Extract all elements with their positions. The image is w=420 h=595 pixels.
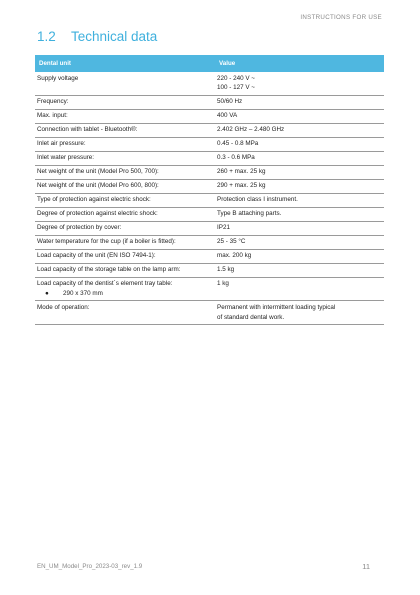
row-value-line: 220 - 240 V ~ — [217, 74, 255, 82]
row-value-line: 400 VA — [217, 112, 238, 120]
row-label — [35, 221, 215, 235]
row-label-line: Load capacity of the unit (EN ISO 7494-1): — [37, 252, 156, 260]
table-row — [35, 221, 384, 235]
running-header: INSTRUCTIONS FOR USE — [300, 14, 382, 21]
row-label-line: Degree of protection by cover: — [37, 224, 122, 232]
technical-data-table — [35, 55, 384, 325]
page-number: 11 — [362, 562, 370, 571]
row-label-line: Inlet water pressure: — [37, 154, 95, 162]
row-value-line: 260 + max. 25 kg — [217, 168, 266, 176]
row-value — [215, 165, 384, 179]
row-value-line: 1 kg — [217, 280, 229, 288]
row-label — [35, 165, 215, 179]
row-value — [215, 263, 384, 277]
row-label — [35, 123, 215, 137]
table-row — [35, 72, 384, 95]
row-value-line: 100 - 127 V ~ — [217, 84, 255, 92]
document-id: EN_UM_Model_Pro_2023-03_rev_1.9 — [37, 563, 143, 570]
column-header-value: Value — [215, 55, 384, 72]
row-label — [35, 179, 215, 193]
row-value-line: 1.5 kg — [217, 266, 235, 274]
row-label — [35, 249, 215, 263]
row-label-line: Mode of operation: — [37, 303, 90, 311]
table-row — [35, 109, 384, 123]
row-value-line: of standard dental work. — [217, 313, 285, 321]
row-value — [215, 179, 384, 193]
row-value — [215, 301, 384, 325]
row-value-line: 2.402 GHz – 2.480 GHz — [217, 126, 285, 134]
table-row — [35, 235, 384, 249]
column-header-dental-unit: Dental unit — [35, 55, 215, 72]
table-row — [35, 123, 384, 137]
row-label — [35, 263, 215, 277]
row-label-line: Connection with tablet - Bluetooth®: — [37, 126, 138, 134]
row-value-line: max. 200 kg — [217, 252, 252, 260]
row-value-line: Protection class I instrument. — [217, 196, 298, 204]
table-header-row — [35, 55, 384, 72]
row-label-line: Load capacity of the dentist´s element tray table: — [37, 280, 173, 288]
table-row — [35, 263, 384, 277]
row-label — [35, 95, 215, 109]
row-value — [215, 123, 384, 137]
row-value — [215, 235, 384, 249]
row-value — [215, 95, 384, 109]
row-value — [215, 207, 384, 221]
row-label — [35, 301, 215, 325]
row-value-line: 25 - 35 °C — [217, 238, 246, 246]
bullet-dot-icon: ● — [45, 289, 49, 297]
row-label-line: Max. input: — [37, 112, 68, 120]
table-row — [35, 193, 384, 207]
row-label — [35, 207, 215, 221]
row-label — [35, 137, 215, 151]
table-row — [35, 301, 384, 325]
row-label — [35, 109, 215, 123]
section-heading — [37, 29, 157, 44]
row-value — [215, 72, 384, 95]
row-value-line: IP21 — [217, 224, 230, 232]
row-value-line: 50/60 Hz — [217, 98, 243, 106]
row-label-line: Degree of protection against electric shock: — [37, 210, 158, 218]
row-value — [215, 221, 384, 235]
table-row — [35, 207, 384, 221]
row-label-line: Inlet air pressure: — [37, 140, 86, 148]
table-row — [35, 95, 384, 109]
row-label — [35, 151, 215, 165]
row-value — [215, 137, 384, 151]
table-row — [35, 249, 384, 263]
row-label-line: Net weight of the unit (Model Pro 500, 700): — [37, 168, 159, 176]
row-label-line: Net weight of the unit (Model Pro 600, 800): — [37, 182, 159, 190]
row-value-line: Type B attaching parts. — [217, 210, 282, 218]
table-row — [35, 151, 384, 165]
row-value-line: 0.45 - 0.8 MPa — [217, 140, 259, 148]
bullet-text: 290 x 370 mm — [63, 289, 103, 297]
row-label — [35, 235, 215, 249]
row-value-line: 0.3 - 0.6 MPa — [217, 154, 255, 162]
row-value — [215, 193, 384, 207]
table-row — [35, 277, 384, 301]
row-label-line: Type of protection against electric shock: — [37, 196, 151, 204]
table-row — [35, 165, 384, 179]
row-value-line: 290 + max. 25 kg — [217, 182, 266, 190]
row-label-line: Load capacity of the storage table on the lamp arm: — [37, 266, 181, 274]
row-value-line: Permanent with intermittent loading typical — [217, 303, 336, 311]
row-value — [215, 277, 384, 301]
row-value — [215, 249, 384, 263]
table-row — [35, 137, 384, 151]
row-label — [35, 193, 215, 207]
row-label-line: Supply voltage — [37, 74, 79, 82]
row-label — [35, 72, 215, 95]
row-value — [215, 151, 384, 165]
table-row — [35, 179, 384, 193]
row-label-line: Water temperature for the cup (if a boiler is fitted): — [37, 238, 176, 246]
row-label-line: Frequency: — [37, 98, 69, 106]
section-title: Technical data — [71, 29, 158, 44]
row-value — [215, 109, 384, 123]
bullet-item — [37, 289, 215, 299]
row-label — [35, 277, 215, 301]
section-number: 1.2 — [37, 29, 56, 44]
